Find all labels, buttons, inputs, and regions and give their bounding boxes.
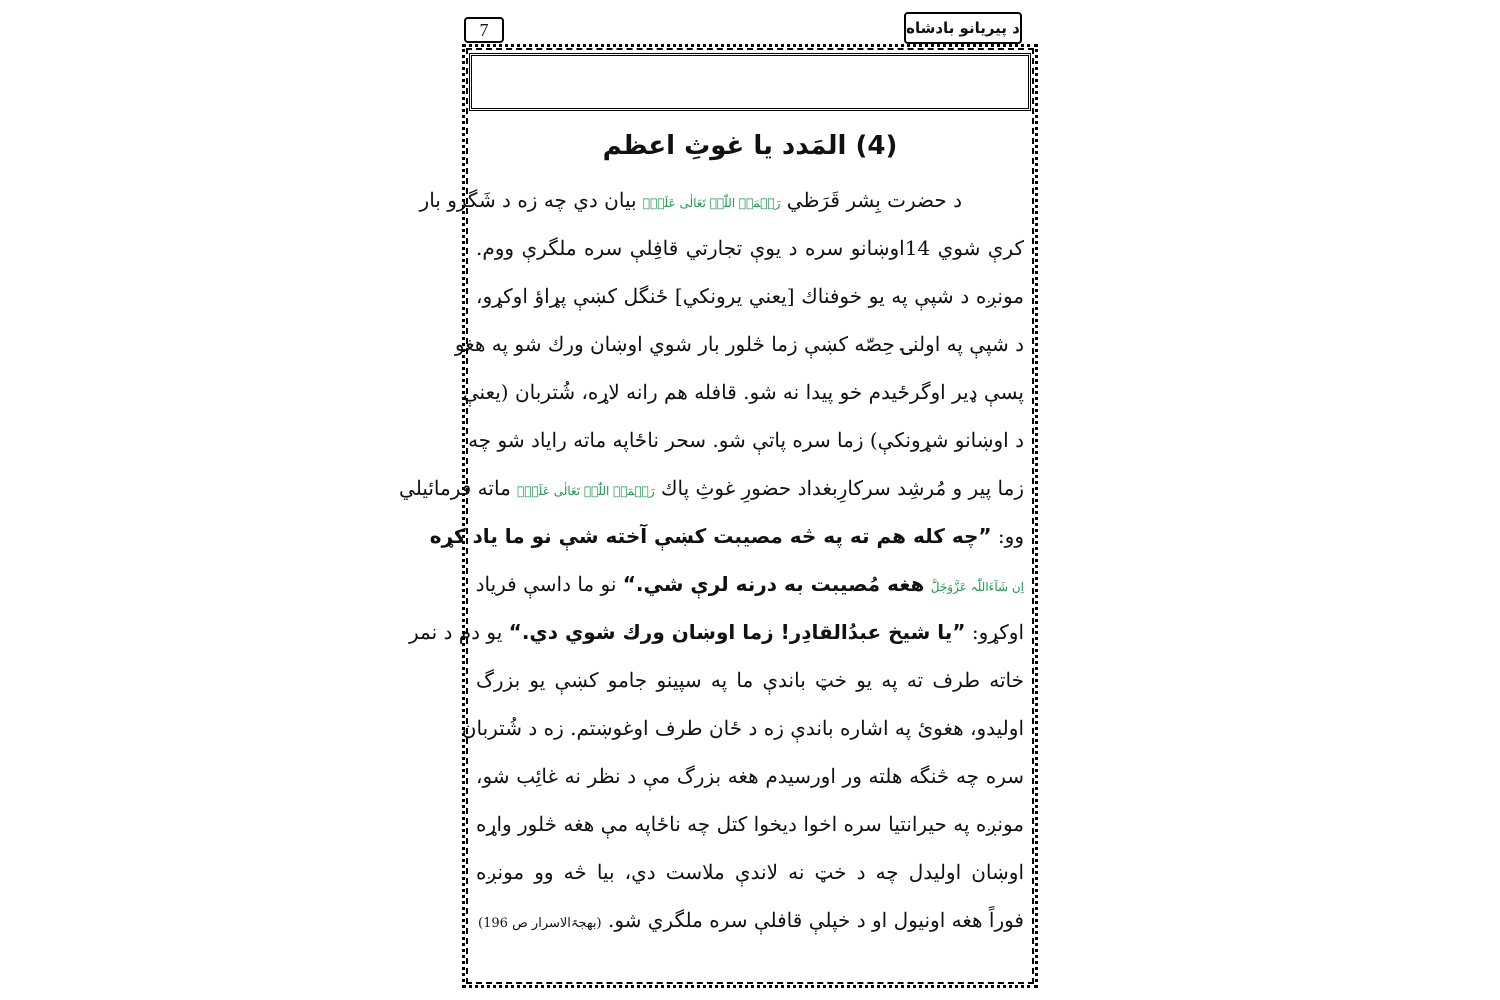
honorific-text: رَحۡمَۃُ اللّٰہِ تَعَالٰی عَلَیۡہ: [517, 484, 655, 498]
line-segment: پسې ډير اوگرځيدم خو پيدا نه شو. قافله هم رانه لاړه، شُتربان (يعنې: [462, 380, 1024, 404]
line-segment: نو ما داسې فرياد: [475, 572, 623, 596]
text-line: [476, 656, 1024, 704]
line-segment: زما پير و مُرشِد سركارِبغداد حضورِ غوثِ پاك: [654, 476, 1024, 500]
text-line: [468, 416, 1024, 464]
text-line: [429, 512, 1024, 560]
line-segment: فوراً هغه اونيول او د خپلې قافلې سره ملگري شو.: [601, 908, 1024, 932]
honorific-text: اِن شَآءَاللّٰہ عَزَّوَجَلَّ: [930, 580, 1024, 594]
line-segment: مونږه په حيرانتيا سره اخوا ديخوا كتل چه ناځاپه مې هغه څلور واړه: [476, 812, 1024, 836]
line-segment: بيان دي چه زه د شَگرو بار: [419, 188, 643, 212]
text-line: [476, 800, 1024, 848]
text-line: [476, 848, 1024, 896]
emphasis-text: ”يا شيخ عبدُالقادِر! زما اوښان ورك شوي دي.“: [508, 620, 966, 644]
line-segment: وو:: [991, 524, 1024, 548]
emphasis-text: هغه مُصيبت به درنه لرې شي.“: [622, 572, 925, 596]
line-segment: اوليدو، هغوئ په اشاره باندې زه د ځان طرف اوغوښتم. زه د شُتربان: [461, 716, 1024, 740]
section-heading: (4) المَدد يا غوثِ اعظم: [602, 131, 898, 161]
body-text: [399, 176, 1025, 944]
line-segment: ماته فرمائيلي: [399, 476, 518, 500]
line-segment: سره چه څنگه هلته ور اورسيدم هغه بزرگ مې د نظر نه غائِب شو،: [476, 764, 1024, 788]
text-line: [476, 752, 1024, 800]
line-segment: د حضرت بِشر قَرَظي: [780, 188, 962, 212]
text-line: [454, 320, 1024, 368]
text-line: [408, 608, 1024, 656]
text-line: [462, 368, 1024, 416]
text-line: [419, 176, 1024, 224]
reference-text: (بهجۃالاسرار ص 196): [478, 916, 602, 931]
line-segment: كرې شوي 14اوښانو سره د يوې تجارتي قافِلې سره ملگرې ووم.: [476, 236, 1025, 260]
line-segment: د اوښانو شړونكې) زما سره پاتې شو. سحر ناځاپه ماته راياد شو چه: [468, 428, 1024, 452]
header-box: [469, 53, 1031, 111]
text-line: [461, 704, 1024, 752]
line-segment: يو دم د نمر: [408, 620, 509, 644]
line-segment: مونږه د شپې په يو خوفناك [يعني يرونكي] ځنگل كښې پړاؤ اوكړو،: [476, 284, 1024, 308]
text-line: [399, 464, 1024, 512]
text-line: [476, 896, 1024, 944]
page-number: 7: [464, 17, 504, 43]
book-title: د پيريانو بادشاه: [904, 12, 1022, 44]
line-segment: د شپې په اولنۍ حِصّه كښې زما څلور بار شوي اوښان ورك شو په هغو: [454, 332, 1024, 356]
line-segment: اوكړو:: [965, 620, 1024, 644]
line-segment: اوښان اوليدل چه د خټ نه لاندې ملاست دي، بيا څه وو مونږه: [476, 860, 1024, 884]
emphasis-text: ”چه كله هم ته په څه مصيبت كښې آخته شې نو ما ياد كړه: [429, 524, 992, 548]
line-segment: خاته طرف ته په يو خټ باندې ما په سپينو جامو كښې يو بزرگ: [476, 668, 1024, 692]
text-line: [476, 560, 1024, 608]
text-line: [476, 224, 1024, 272]
honorific-text: رَحۡمَۃُ اللّٰہِ تَعَالٰی عَلَیۡہ: [642, 196, 781, 210]
text-line: [476, 272, 1024, 320]
